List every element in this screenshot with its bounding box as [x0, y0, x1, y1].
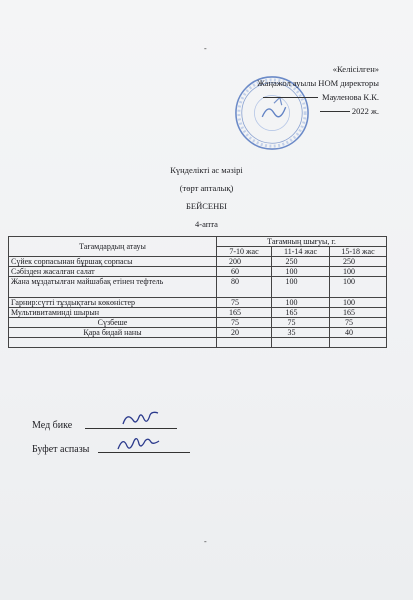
approval-org: Жаңажол ауылы НОМ директоры [257, 78, 379, 88]
approval-block [179, 62, 379, 118]
buffet-signature-row [32, 444, 190, 455]
dish-yield: 165 [330, 308, 387, 318]
dish-yield: 200 [217, 257, 272, 267]
dish-yield: 100 [330, 267, 387, 277]
table-row [9, 318, 387, 328]
table-row-empty [9, 338, 387, 348]
dish-yield: 75 [217, 298, 272, 308]
menu-subtitle: (төрт апталық) [179, 183, 234, 193]
empty-cell [217, 338, 272, 348]
dish-yield: 165 [272, 308, 330, 318]
dish-yield: 35 [272, 328, 330, 338]
buffet-signature-icon [116, 434, 162, 454]
date-line [320, 111, 350, 112]
dish-name: Сәбізден жасалған салат [9, 267, 217, 277]
table-row [9, 298, 387, 308]
col-header-name: Тағамдардың атауы [9, 237, 217, 257]
dish-yield: 100 [330, 298, 387, 308]
table-row [9, 308, 387, 318]
table-row [9, 267, 387, 277]
dish-yield: 165 [217, 308, 272, 318]
dish-name: Мультивитаминді шырын [9, 308, 217, 318]
table-row [9, 328, 387, 338]
col-header-yield: Тағамның шығуы, г. [217, 237, 387, 247]
buffet-label: Буфет аспазы [32, 444, 90, 455]
dish-yield: 75 [330, 318, 387, 328]
dish-yield: 250 [272, 257, 330, 267]
dish-yield: 100 [272, 298, 330, 308]
table-row [9, 257, 387, 267]
director-sign-line [263, 97, 318, 98]
nurse-label: Мед бике [32, 420, 73, 431]
top-mark: - [204, 44, 207, 53]
empty-cell [9, 338, 217, 348]
bottom-mark: - [204, 537, 207, 546]
age-group-header: 7-10 жас [217, 247, 272, 257]
nurse-signature-icon [120, 410, 162, 430]
menu-week: 4-апта [195, 219, 218, 229]
table-row [9, 277, 387, 298]
age-group-header: 15-18 жас [330, 247, 387, 257]
dish-yield: 100 [330, 277, 387, 298]
menu-day: БЕЙСЕНБІ [186, 201, 227, 211]
dish-name: Сүйек сорпасынан бұршақ сорпасы [9, 257, 217, 267]
dish-yield: 75 [272, 318, 330, 328]
dish-yield: 60 [217, 267, 272, 277]
approval-year: 2022 ж. [351, 106, 379, 116]
dish-yield: 40 [330, 328, 387, 338]
approval-title: «Келісілген» [332, 64, 379, 74]
dish-name: Жана мұздатылған майшабақ етінен тефтель [9, 277, 217, 298]
dish-yield: 250 [330, 257, 387, 267]
dish-yield: 75 [217, 318, 272, 328]
dish-name: Қара бидай наны [9, 328, 217, 338]
age-group-header: 11-14 жас [272, 247, 330, 257]
dish-yield: 100 [272, 277, 330, 298]
dish-yield: 20 [217, 328, 272, 338]
menu-title: Күнделікті ас мәзірі [170, 165, 243, 175]
menu-table [8, 236, 387, 348]
approval-director: Мауленова К.К. [322, 92, 379, 102]
empty-cell [330, 338, 387, 348]
dish-name: Гарнир:сүтті тұздықтағы көкөністер [9, 298, 217, 308]
dish-yield: 80 [217, 277, 272, 298]
dish-yield: 100 [272, 267, 330, 277]
empty-cell [272, 338, 330, 348]
dish-name: Сүзбеше [9, 318, 217, 328]
